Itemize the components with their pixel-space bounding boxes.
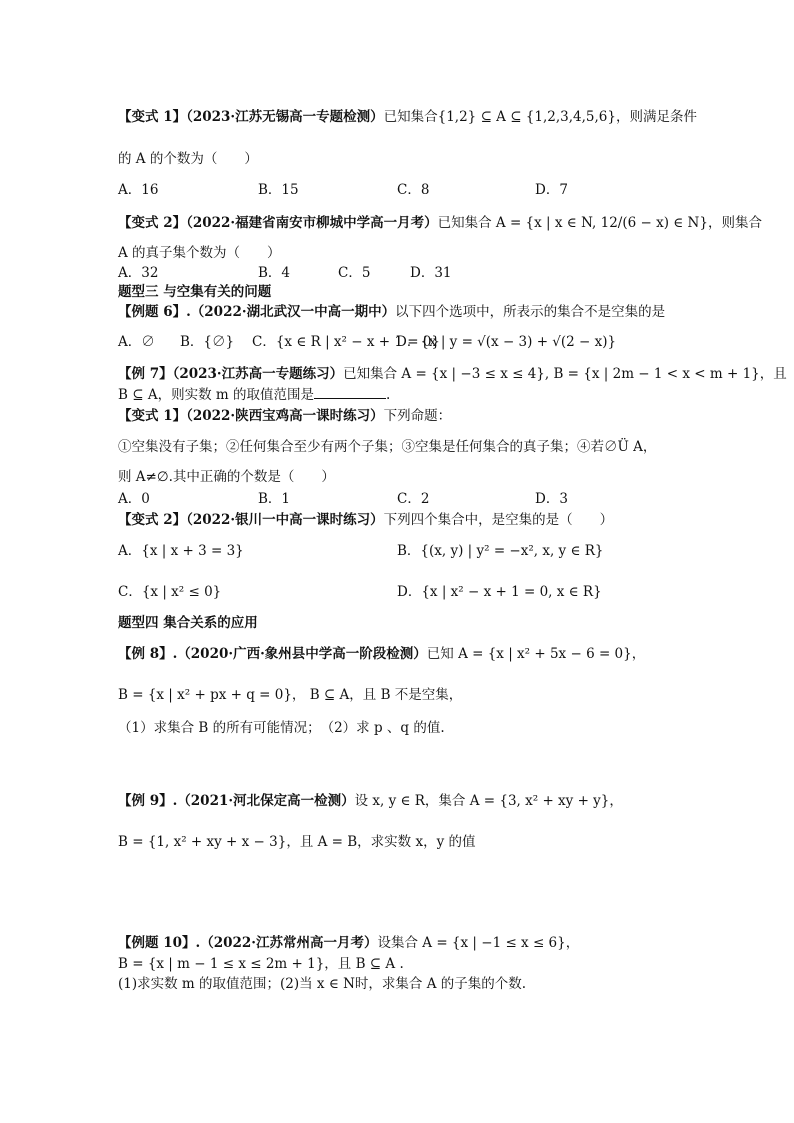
question-1-line-2: 的 A 的个数为（ ）	[118, 151, 258, 167]
option-c: C．5	[338, 265, 371, 281]
question-text: 已知 A = {x | x² + 5x − 6 = 0}，	[426, 646, 646, 662]
question-7-line-2: B = {x | x² + px + q = 0}， B ⊆ A，且 B 不是空集，	[118, 687, 463, 703]
question-tag: 【变式 2】	[118, 512, 187, 528]
question-source: （2022·银川一中高一课时练习）	[186, 512, 384, 528]
option-a: A．∅	[118, 334, 155, 350]
question-tag: 【变式 1】	[118, 408, 187, 424]
question-5-line-2: ①空集没有子集；②任何集合至少有两个子集；③空集是任何集合的真子集；④若∅Ü A，	[118, 439, 657, 455]
question-3-line-1	[118, 303, 665, 321]
option-c: C．{x | x² ≤ 0}	[118, 584, 222, 600]
option-b: B．4	[258, 265, 291, 281]
question-source: （2022·陕西宝鸡高一课时练习）	[186, 408, 384, 424]
question-tag: 【例题 10】	[118, 935, 196, 951]
question-source: （2022·福建省南安市柳城中学高一月考）	[186, 215, 438, 231]
question-tag: 【例 8】	[118, 646, 173, 662]
question-9-line-2: B = {x | m − 1 ≤ x ≤ 2m + 1}，且 B ⊆ A .	[118, 956, 404, 972]
question-1-line-1	[118, 108, 697, 126]
question-4-line-2	[118, 386, 390, 404]
question-tag: 【例 7】	[118, 366, 173, 382]
answer-blank[interactable]	[314, 386, 386, 399]
question-8-line-1	[118, 792, 623, 810]
question-text: B ⊆ A，则实数 m 的取值范围是	[118, 387, 314, 403]
question-text: 已知集合 A = {x | x ∈ N, 12/(6 − x) ∈ N}，则集合	[437, 215, 762, 231]
question-tag: 【变式 2】	[118, 215, 187, 231]
question-text: 以下四个选项中，所表示的集合不是空集的是	[395, 304, 666, 320]
question-4-line-1	[118, 365, 787, 383]
question-source: .（2021·河北保定高一检测）	[172, 793, 355, 809]
question-5-line-3: 则 A≠∅.其中正确的个数是（ ）	[118, 469, 335, 485]
question-text: 已知集合{1,2} ⊆ A ⊆ {1,2,3,4,5,6}，则满足条件	[383, 109, 697, 125]
option-c: C．{x ∈ R | x² − x + 1 = 0}	[252, 334, 440, 350]
option-d: D．7	[535, 182, 568, 198]
option-d: D．31	[410, 265, 452, 281]
section-heading-4: 题型四 集合关系的应用	[118, 615, 258, 631]
question-text: 设 x, y ∈ R，集合 A = {3, x² + xy + y}，	[354, 793, 623, 809]
question-6-line-1	[118, 511, 613, 529]
question-tag: 【例 9】	[118, 793, 173, 809]
question-7-line-3: （1）求集合 B 的所有可能情况； （2）求 p 、q 的值.	[118, 720, 445, 736]
question-5-line-1	[118, 407, 451, 425]
option-a: A．16	[118, 182, 159, 198]
option-a: A．32	[118, 265, 159, 281]
option-c: C．8	[397, 182, 430, 198]
question-7-line-1	[118, 645, 645, 663]
section-heading-3: 题型三 与空集有关的问题	[118, 284, 272, 300]
question-tag: 【例题 6】	[118, 304, 187, 320]
option-b: B．{(x, y) | y² = −x², x, y ∈ R}	[397, 543, 604, 559]
question-source: （2023·江苏无锡高一专题检测）	[186, 109, 384, 125]
option-a: A．{x | x + 3 = 3}	[118, 543, 244, 559]
option-d: D．{x | y = √(x − 3) + √(2 − x)}	[396, 334, 617, 350]
question-9-line-3: (1)求实数 m 的取值范围；(2)当 x ∈ N时，求集合 A 的子集的个数.	[118, 976, 527, 992]
question-tag: 【变式 1】	[118, 109, 187, 125]
option-b: B．1	[258, 491, 291, 507]
question-text: 设集合 A = {x | −1 ≤ x ≤ 6}，	[377, 935, 580, 951]
question-source: .（2022·湖北武汉一中高一期中）	[186, 304, 396, 320]
question-2-line-2: A 的真子集个数为（ ）	[118, 245, 281, 261]
option-c: C．2	[397, 491, 430, 507]
question-8-line-2: B = {1, x² + xy + x − 3}，且 A = B，求实数 x，y 的值	[118, 834, 476, 850]
question-text-end: .	[385, 387, 391, 403]
question-text: 下列命题：	[383, 408, 452, 424]
question-source: （2023·江苏高一专题练习）	[172, 366, 344, 382]
option-d: D．{x | x² − x + 1 = 0, x ∈ R}	[397, 584, 602, 600]
question-source: .（2022·江苏常州高一月考）	[195, 935, 378, 951]
question-2-line-1	[118, 214, 762, 232]
question-9-line-1	[118, 934, 579, 952]
option-b: B．15	[258, 182, 299, 198]
question-text: 已知集合 A = {x | −3 ≤ x ≤ 4}, B = {x | 2m − 1 < x < m + 1}，且	[343, 366, 787, 382]
question-source: .（2020·广西·象州县中学高一阶段检测）	[172, 646, 427, 662]
option-d: D．3	[535, 491, 568, 507]
option-a: A．0	[118, 491, 150, 507]
option-b: B．{∅}	[180, 334, 235, 350]
question-text: 下列四个集合中，是空集的是（ ）	[383, 512, 614, 528]
